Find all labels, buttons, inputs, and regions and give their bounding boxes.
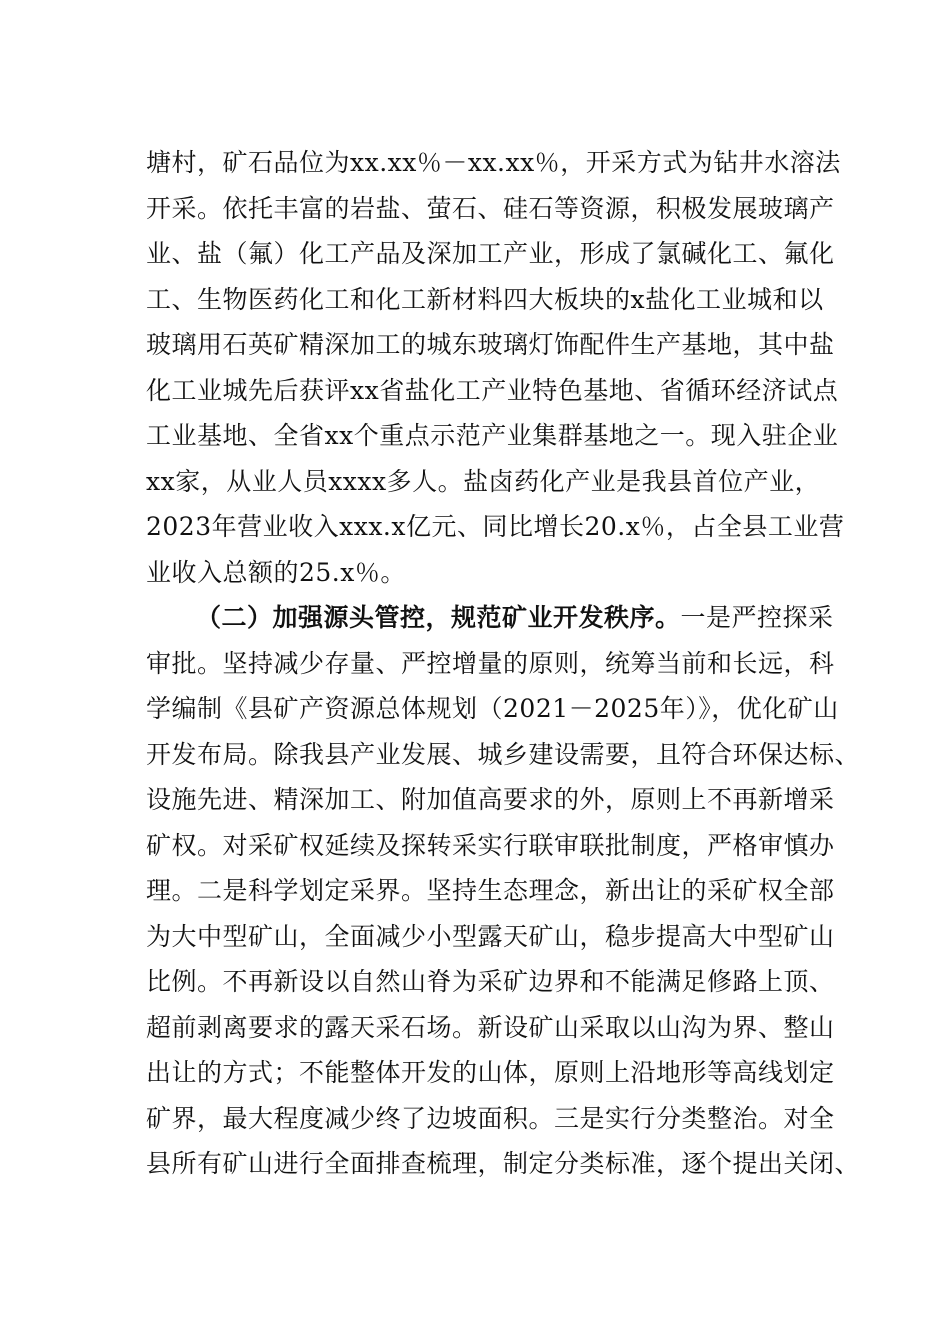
paragraph-line: 超前剥离要求的露天采石场。新设矿山采取以山沟为界、整山 [146,1013,835,1042]
paragraph-line: 业、盐（氟）化工产品及深加工产业，形成了氯碱化工、氟化 [146,239,835,268]
paragraph-line: 开采。依托丰富的岩盐、萤石、硅石等资源，积极发展玻璃产 [146,194,835,223]
paragraph-line: 比例。不再新设以自然山脊为采矿边界和不能满足修路上顶、 [146,967,835,996]
paragraph-line: 工业基地、全省xx个重点示范产业集群基地之一。现入驻企业 [146,421,839,450]
section-heading-line [196,598,876,638]
paragraph-line: 2023年营业收入xxx.x亿元、同比增长20.x％，占全县工业营 [146,512,845,541]
paragraph-line: 塘村，矿石品位为xx.xx％－xx.xx％，开采方式为钻井水溶法 [146,148,841,177]
section-first-text: 一是严控探采 [680,603,834,632]
paragraph-line: 玻璃用石英矿精深加工的城东玻璃灯饰配件生产基地，其中盐 [146,330,835,359]
paragraph-line: 开发布局。除我县产业发展、城乡建设需要，且符合环保达标、 [146,740,861,769]
paragraph-line: 工、生物医药化工和化工新材料四大板块的x盐化工业城和以 [146,285,824,314]
paragraph-line: 出让的方式；不能整体开发的山体，原则上沿地形等高线划定 [146,1058,835,1087]
paragraph-line: 审批。坚持减少存量、严控增量的原则，统筹当前和长远，科 [146,649,835,678]
paragraph-line: 理。二是科学划定采界。坚持生态理念，新出让的采矿权全部 [146,876,835,905]
section-heading: （二）加强源头管控，规范矿业开发秩序。 [196,603,681,632]
paragraph-line: 县所有矿山进行全面排查梳理，制定分类标准，逐个提出关闭、 [146,1149,861,1178]
paragraph-line: 为大中型矿山，全面减少小型露天矿山，稳步提高大中型矿山 [146,922,835,951]
paragraph-line: 矿界，最大程度减少终了边坡面积。三是实行分类整治。对全 [146,1104,835,1133]
paragraph-line: 化工业城先后获评xx省盐化工产业特色基地、省循环经济试点 [146,376,839,405]
paragraph-line: 学编制《县矿产资源总体规划（2021－2025年）》，优化矿山 [146,694,839,723]
paragraph-line: 业收入总额的25.x％。 [146,558,406,587]
paragraph-line: 设施先进、精深加工、附加值高要求的外，原则上不再新增采 [146,785,835,814]
paragraph-line: 矿权。对采矿权延续及探转采实行联审联批制度，严格审慎办 [146,831,835,860]
paragraph-line: xx家，从业人员xxxx多人。盐卤药化产业是我县首位产业， [146,467,821,496]
